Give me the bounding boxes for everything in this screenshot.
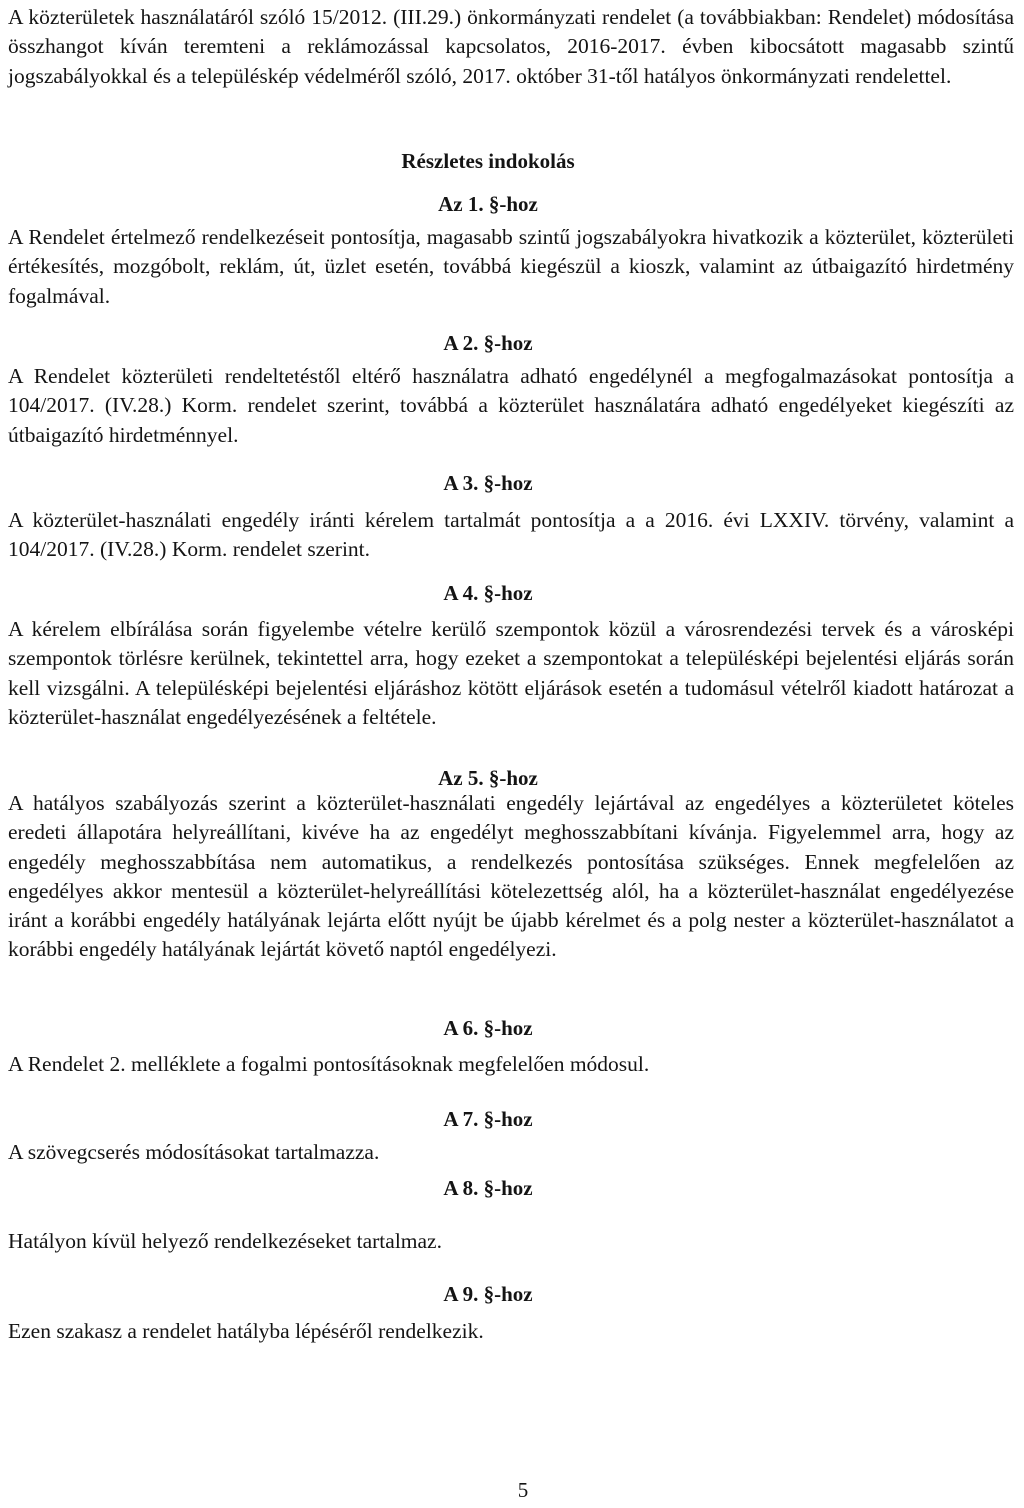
section-heading-9: A 9. §-hoz	[443, 1282, 533, 1306]
section-heading-3: A 3. §-hoz	[443, 471, 533, 495]
section-text-1: A Rendelet értelmező rendelkezéseit pontosítja, magasabb szintű jogszabályokra hivatkozik a közterület, közterületi értékesítés, mozgóbolt, reklám, út, üzlet esetén, továbbá kiegészül a kioszk, valamint az útbaigazító hirdetmény fogalmával.	[8, 225, 1014, 308]
document-title: Részletes indokolás	[401, 149, 575, 173]
section-heading-1: Az 1. §-hoz	[438, 192, 538, 216]
section-heading-4: A 4. §-hoz	[443, 581, 533, 605]
section-text-7: A szövegcserés módosításokat tartalmazza.	[8, 1140, 380, 1164]
section-heading-7: A 7. §-hoz	[443, 1107, 533, 1131]
section-text-6: A Rendelet 2. melléklete a fogalmi pontosításoknak megfelelően módosul.	[8, 1052, 650, 1076]
section-heading-2: A 2. §-hoz	[443, 331, 533, 355]
section-text-9: Ezen szakasz a rendelet hatályba lépéséről rendelkezik.	[8, 1319, 484, 1343]
section-text-3: A közterület-használati engedély iránti kérelem tartalmát pontosítja a a 2016. évi LXXIV. törvény, valamint a 104/2017. (IV.28.) Korm. rendelet szerint.	[8, 508, 1014, 562]
section-heading-8: A 8. §-hoz	[443, 1176, 533, 1200]
section-heading-5: Az 5. §-hoz	[438, 766, 538, 790]
section-heading-6: A 6. §-hoz	[443, 1016, 533, 1040]
section-text-8: Hatályon kívül helyező rendelkezéseket tartalmaz.	[8, 1229, 442, 1253]
section-text-4: A kérelem elbírálása során figyelembe vételre kerülő szempontok közül a városrendezési tervek és a városképi szempontok törlésre kerülnek, tekintettel arra, hogy ezeket a szempontokat a településképi bejelentési eljárás során kell vizsgálni. A településképi bejelentési eljáráshoz kötött eljárások esetén a tudomásul vételről kiadott határozat a közterület-használat engedélyezésének a feltétele.	[8, 617, 1014, 729]
intro-paragraph: A közterületek használatáról szóló 15/2012. (III.29.) önkormányzati rendelet (a továbbiakban: Rendelet) módosítása összhangot kíván teremteni a reklámozással kapcsolatos, 2016-2017. évben kibocsátott magasabb szintű jogszabályokkal és a településkép védelméről szóló, 2017. október 31-től hatályos önkormányzati rendelettel.	[8, 5, 1014, 88]
page-number: 5	[517, 1478, 529, 1502]
section-text-5: A hatályos szabályozás szerint a közterület-használati engedély lejártával az engedélyes a közterületet köteles eredeti állapotára helyreállítani, kivéve ha az engedélyt meghosszabbítani kívánja. Figyelemmel arra, hogy az engedély meghosszabbítása nem automatikus, a rendelkezés pontosítása szükséges. Ennek megfelelően az engedélyes akkor mentesül a közterület-helyreállítási kötelezettség alól, ha a közterület-használat engedélyezése iránt a korábbi engedély hatályának lejárta előtt nyújt be újabb kérelmet és a polg nester a közterület-használatot a korábbi engedély hatályának lejártát követő naptól engedélyezi.	[8, 791, 1014, 962]
section-text-2: A Rendelet közterületi rendeltetéstől eltérő használatra adható engedélynél a megfogalmazásokat pontosítja a 104/2017. (IV.28.) Korm. rendelet szerint, továbbá a közterület használatára adható engedélyeket kiegészíti az útbaigazító hirdetménnyel.	[8, 364, 1014, 447]
